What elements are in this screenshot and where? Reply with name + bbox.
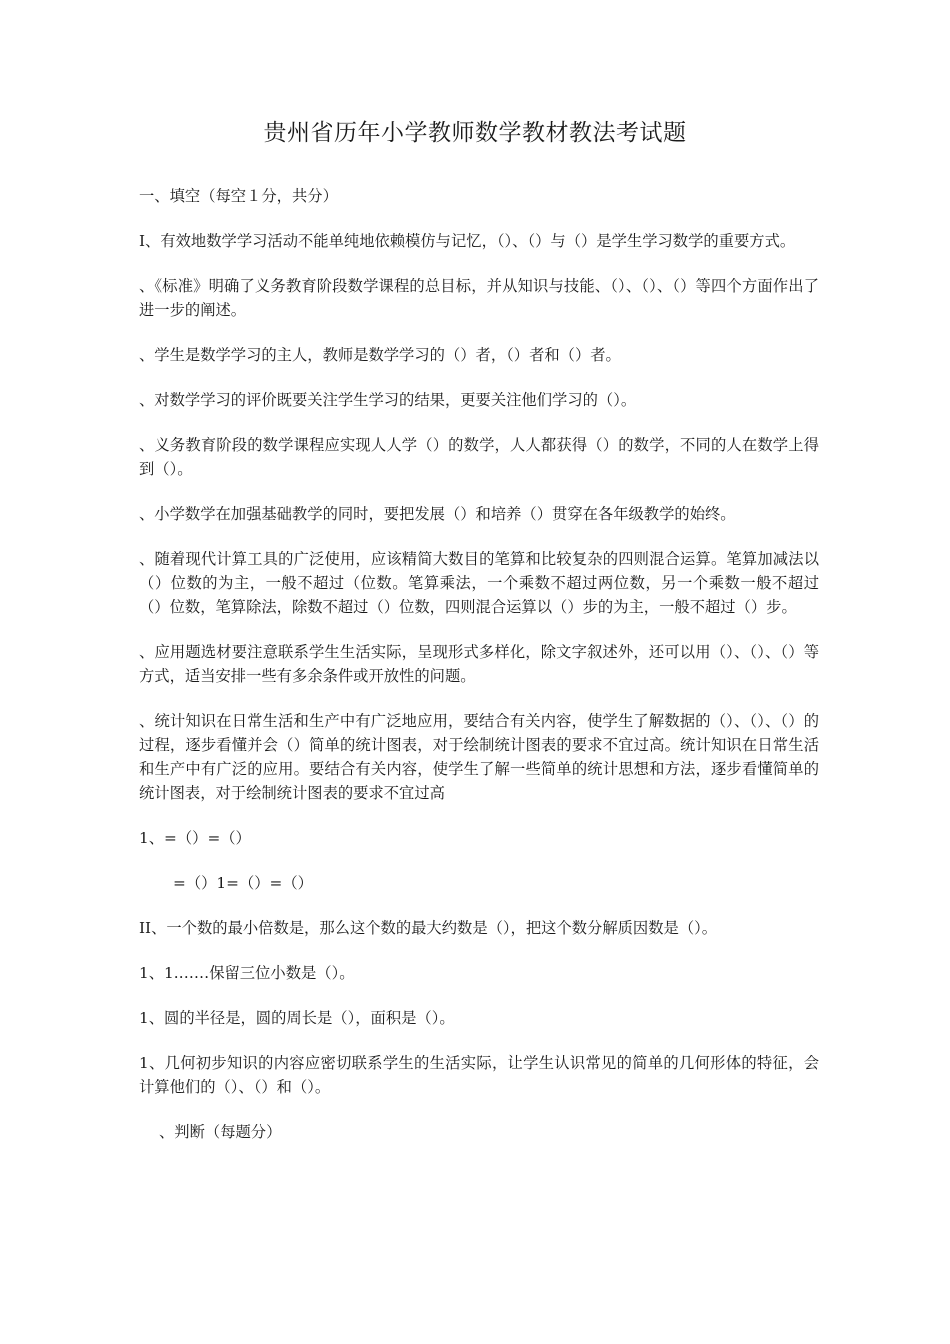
document-title: 贵州省历年小学教师数学教材教法考试题 xyxy=(263,120,687,146)
document-body xyxy=(139,184,819,1165)
question-item: 、小学数学在加强基础教学的同时，要把发展（）和培养（）贯穿在各年级教学的始终。 xyxy=(139,505,736,523)
question-item: II、一个数的最小倍数是，那么这个数的最大约数是（），把这个数分解质因数是（）。 xyxy=(139,919,718,937)
question-item: 1、几何初步知识的内容应密切联系学生的生活实际，让学生认识常见的简单的几何形体的特征，会计算他们的（）、（）和（）。 xyxy=(139,1054,819,1096)
math-question: 1、=（）=（） xyxy=(139,829,251,847)
question-item: 、学生是数学学习的主人，教师是数学学习的（）者，（）者和（）者。 xyxy=(139,346,621,364)
question-item: 、应用题选材要注意联系学生生活实际，呈现形式多样化，除文字叙述外，还可以用（）、（）、（）等方式，适当安排一些有多余条件或开放性的问题。 xyxy=(139,643,819,685)
question-item: 1、1.……保留三位小数是（）。 xyxy=(139,964,355,982)
section-heading-judgment: 、判断（每题分） xyxy=(159,1123,282,1141)
question-item: 、义务教育阶段的数学课程应实现人人学（）的数学，人人都获得（）的数学，不同的人在数学上得到（）。 xyxy=(139,436,819,478)
question-item: 、对数学学习的评价既要关注学生学习的结果，更要关注他们学习的（）。 xyxy=(139,391,637,409)
question-item: 、随着现代计算工具的广泛使用，应该精简大数目的笔算和比较复杂的四则混合运算。笔算加减法以（）位数的为主，一般不超过（位数。笔算乘法，一个乘数不超过两位数，另一个乘数一般不超过（）位数，笔算除法，除数不超过（）位数，四则混合运算以（）步的为主，一般不超过（）步。 xyxy=(139,550,819,616)
question-item: 1、圆的半径是，圆的周长是（），面积是（）。 xyxy=(139,1009,455,1027)
question-item: 、统计知识在日常生活和生产中有广泛地应用，要结合有关内容，使学生了解数据的（）、（）、（）的过程，逐步看懂并会（）简单的统计图表，对于绘制统计图表的要求不宜过高。统计知识在日常生活和生产中有广泛的应用。要结合有关内容，使学生了解一些简单的统计思想和方法，逐步看懂简单的统计图表，对于绘制统计图表的要求不宜过高 xyxy=(139,712,819,802)
question-item: 、《标准》明确了义务教育阶段数学课程的总目标，并从知识与技能、（）、（）、（）等四个方面作出了进一步的阐述。 xyxy=(139,277,819,319)
question-item: I、有效地数学学习活动不能单纯地依赖模仿与记忆，（）、（）与（）是学生学习数学的重要方式。 xyxy=(139,232,796,250)
math-question-continued: =（）1=（）=（） xyxy=(173,874,313,892)
section-heading-fill-blank: 一、填空（每空１分，共分） xyxy=(139,187,338,205)
